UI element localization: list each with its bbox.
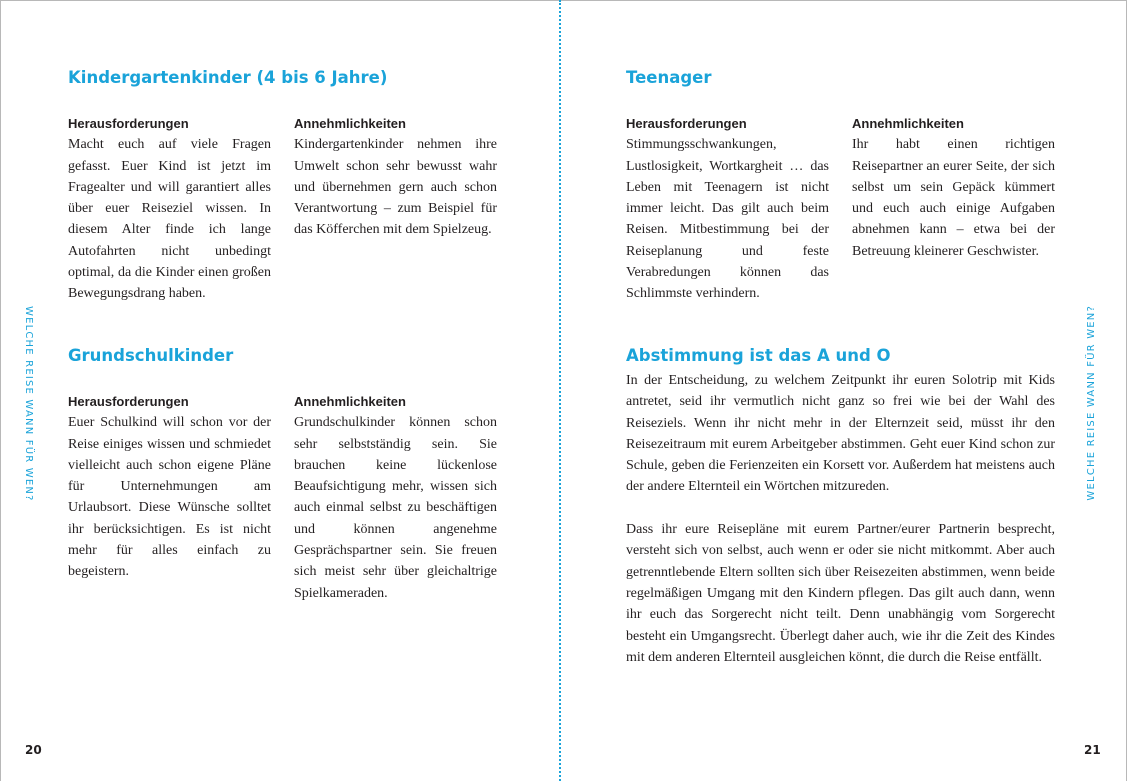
left-page-number: 20	[25, 743, 42, 757]
teenager-pleasantries	[852, 113, 1055, 262]
teenager-heading: Teenager	[626, 68, 712, 87]
kindergarten-challenges	[68, 113, 271, 305]
right-running-title: WELCHE REISE WANN FÜR WEN?	[1086, 305, 1097, 501]
challenges-text: Euer Schulkind will schon vor der Reise einiges wissen und schmiedet vielleicht auch schon eigene Pläne für Unternehmungen am Urlaubsort. Diese Wünsche solltet ihr berücksichtigen. Es ist nicht mehr für alles einfach zu begeistern.	[68, 415, 271, 580]
grundschule-heading: Grundschulkinder	[68, 346, 234, 365]
abstimmung-paragraph: Dass ihr eure Reisepläne mit eurem Partner/eurer Partnerin besprecht, versteht sich von selbst, auch wenn er oder sie nicht mitkommt. Aber auch getrenntlebende Eltern sollten sich über Reisezeiten abstimmen, wenn beide regelmäßigen Umgang mit den Kindern pflegen. Das gilt auch dann, wenn ihr euch das Sorgerecht nicht teilt. Denn unabhängig vom Sorgerecht besteht ein Umgangsrecht. Überlegt daher auch, wie ihr die Zeit des Kindes mit dem anderen Elternteil ausgleichen könnt, die durch die Reise entfällt.	[626, 522, 1055, 665]
challenges-label: Herausforderungen	[68, 116, 189, 131]
page-gutter	[559, 0, 561, 781]
abstimmung-heading: Abstimmung ist das A und O	[626, 346, 891, 365]
pleasantries-label: Annehmlichkeiten	[294, 394, 406, 409]
pleasantries-text: Grundschulkinder können schon sehr selbstständig sein. Sie brauchen keine lückenlose Beaufsichtigung mehr, wissen sich auch einmal selbst zu beschäftigen und können angenehme Gesprächspartner sein. Sie freuen sich meist sehr über gleichaltrige Spielkameraden.	[294, 415, 497, 601]
challenges-label: Herausforderungen	[68, 394, 189, 409]
abstimmung-body	[626, 370, 1055, 668]
kindergarten-heading: Kindergartenkinder (4 bis 6 Jahre)	[68, 68, 388, 87]
right-page-number: 21	[1084, 743, 1101, 757]
challenges-text: Stimmungsschwankungen, Lustlosigkeit, Wortkargheit … das Leben mit Teenagern ist nicht immer leicht. Das gilt auch beim Reisen. Mitbestimmung bei der Reiseplanung und feste Verabredungen können das Schlimmste verhindern.	[626, 137, 829, 302]
pleasantries-text: Ihr habt einen richtigen Reisepartner an eurer Seite, der sich selbst um sein Gepäck kümmert und euch auch einige Aufgaben abnehmen kann – etwa bei der Betreuung kleinerer Geschwister.	[852, 137, 1055, 259]
challenges-label: Herausforderungen	[626, 116, 747, 131]
challenges-text: Macht euch auf viele Fragen gefasst. Euer Kind ist jetzt im Fragealter und will garantiert alles über euer Reiseziel wissen. In diesem Alter finde ich lange Autofahrten nicht unbedingt optimal, da die Kinder einen großen Bewegungsdrang haben.	[68, 137, 271, 302]
pleasantries-text: Kindergartenkinder nehmen ihre Umwelt schon sehr bewusst wahr und übernehmen gern auch schon Verantwortung – zum Beispiel für das Köfferchen mit dem Spielzeug.	[294, 137, 497, 238]
grundschule-pleasantries	[294, 391, 497, 604]
pleasantries-label: Annehmlichkeiten	[294, 116, 406, 131]
pleasantries-label: Annehmlichkeiten	[852, 116, 964, 131]
left-running-title: WELCHE REISE WANN FÜR WEN?	[23, 306, 34, 502]
grundschule-challenges	[68, 391, 271, 583]
kindergarten-pleasantries	[294, 113, 497, 241]
teenager-challenges	[626, 113, 829, 305]
abstimmung-paragraph: In der Entscheidung, zu welchem Zeitpunkt ihr euren Solotrip mit Kids antretet, seid ihr vermutlich nicht ganz so frei wie bei der Wahl des Reiseziels. Wenn ihr nicht mehr in der Elternzeit seid, müsst ihr den Reisezeitraum mit eurem Arbeitgeber abstimmen. Geht euer Kind schon zur Schule, geben die Ferienzeiten ein Korsett vor. Außerdem hat meistens auch der andere Elternteil ein Wörtchen mitzureden.	[626, 373, 1055, 495]
